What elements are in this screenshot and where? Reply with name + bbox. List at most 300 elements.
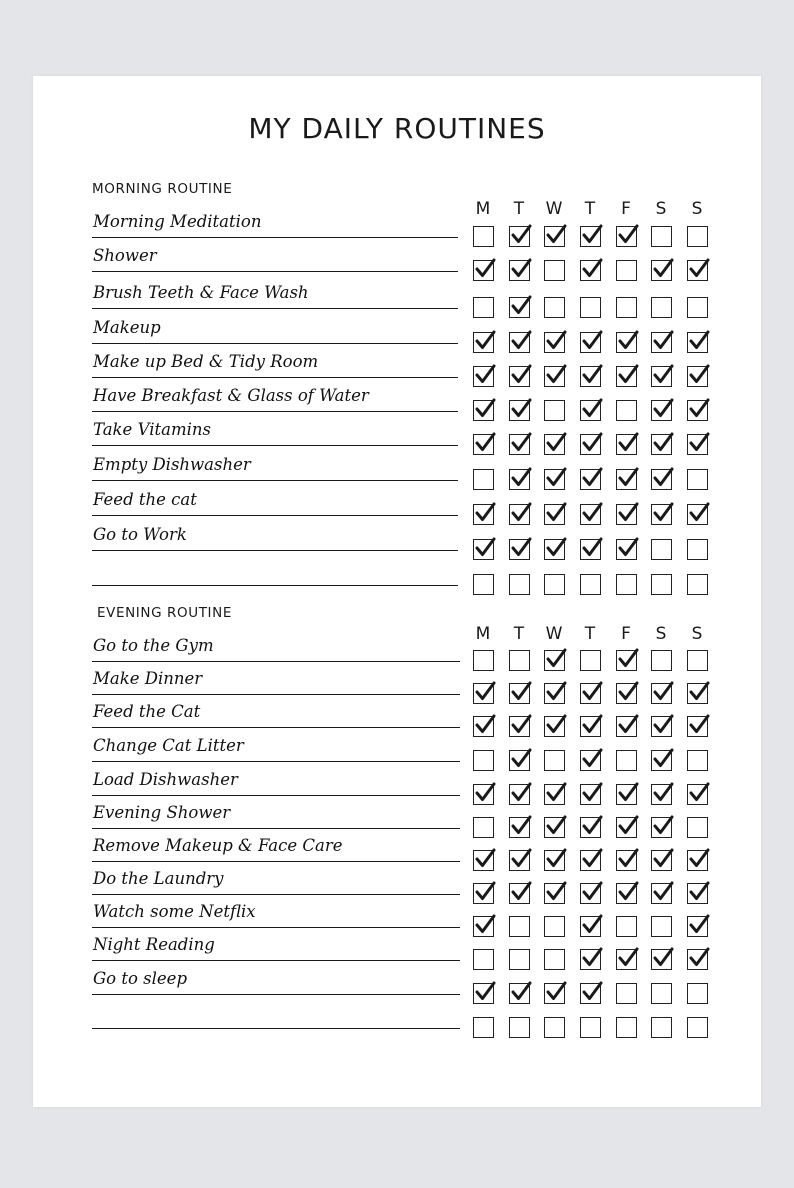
checked-box[interactable] — [651, 817, 672, 838]
checkbox[interactable] — [473, 650, 494, 671]
checkbox[interactable] — [544, 297, 565, 318]
checked-box[interactable] — [509, 504, 530, 525]
checkbox[interactable] — [687, 469, 708, 490]
checked-box[interactable] — [544, 883, 565, 904]
checked-box[interactable] — [651, 434, 672, 455]
check-mark-icon — [510, 295, 532, 317]
evening-routine-label: EVENING ROUTINE — [97, 605, 232, 621]
check-mark-icon — [474, 398, 496, 420]
check-mark-icon — [545, 364, 567, 386]
checked-box[interactable] — [544, 850, 565, 871]
checked-box[interactable] — [544, 983, 565, 1004]
evening-day-header: S — [655, 624, 667, 644]
check-mark-icon — [510, 681, 532, 703]
checked-box[interactable] — [509, 434, 530, 455]
task-underline — [92, 515, 458, 516]
checkbox[interactable] — [687, 226, 708, 247]
evening-day-header: T — [584, 624, 596, 644]
task-label[interactable]: Do the Laundry — [93, 869, 224, 888]
checked-box[interactable] — [616, 949, 637, 970]
task-label[interactable]: Go to Work — [93, 525, 187, 544]
check-mark-icon — [545, 714, 567, 736]
check-mark-icon — [688, 330, 710, 352]
check-mark-icon — [510, 224, 532, 246]
check-mark-icon — [617, 714, 639, 736]
checked-box[interactable] — [651, 716, 672, 737]
task-label[interactable]: Feed the cat — [93, 490, 197, 509]
checkbox[interactable] — [651, 574, 672, 595]
morning-day-header: M — [475, 199, 491, 219]
task-underline — [92, 411, 458, 412]
checked-box[interactable] — [687, 716, 708, 737]
checked-box[interactable] — [544, 366, 565, 387]
check-mark-icon — [474, 981, 496, 1003]
check-mark-icon — [688, 432, 710, 454]
task-underline — [92, 795, 460, 796]
checked-box[interactable] — [580, 260, 601, 281]
checked-box[interactable] — [580, 850, 601, 871]
checked-box[interactable] — [544, 683, 565, 704]
checked-box[interactable] — [580, 400, 601, 421]
morning-day-header: T — [513, 199, 525, 219]
check-mark-icon — [652, 782, 674, 804]
checked-box[interactable] — [687, 949, 708, 970]
checkbox[interactable] — [687, 650, 708, 671]
checked-box[interactable] — [509, 784, 530, 805]
checked-box[interactable] — [687, 366, 708, 387]
checked-box[interactable] — [580, 750, 601, 771]
checked-box[interactable] — [509, 226, 530, 247]
checked-box[interactable] — [651, 850, 672, 871]
check-mark-icon — [688, 681, 710, 703]
checkbox[interactable] — [616, 297, 637, 318]
task-underline — [92, 585, 458, 586]
checkbox[interactable] — [687, 750, 708, 771]
task-underline — [92, 828, 460, 829]
checked-box[interactable] — [473, 683, 494, 704]
checkbox[interactable] — [473, 297, 494, 318]
check-mark-icon — [510, 364, 532, 386]
checkbox[interactable] — [616, 1017, 637, 1038]
checked-box[interactable] — [473, 434, 494, 455]
checkbox[interactable] — [544, 1017, 565, 1038]
task-underline — [92, 237, 458, 238]
checked-box[interactable] — [580, 539, 601, 560]
morning-day-header: T — [584, 199, 596, 219]
checkbox[interactable] — [509, 916, 530, 937]
check-mark-icon — [617, 681, 639, 703]
checked-box[interactable] — [544, 226, 565, 247]
task-label[interactable]: Empty Dishwasher — [93, 455, 251, 474]
check-mark-icon — [510, 502, 532, 524]
checkbox[interactable] — [651, 916, 672, 937]
checkbox[interactable] — [580, 1017, 601, 1038]
checked-box[interactable] — [616, 784, 637, 805]
checkbox[interactable] — [473, 574, 494, 595]
task-underline — [92, 861, 460, 862]
checked-box[interactable] — [616, 434, 637, 455]
check-mark-icon — [581, 681, 603, 703]
checkbox[interactable] — [509, 650, 530, 671]
checked-box[interactable] — [616, 539, 637, 560]
check-mark-icon — [474, 881, 496, 903]
check-mark-icon — [652, 681, 674, 703]
checked-box[interactable] — [616, 817, 637, 838]
check-mark-icon — [474, 914, 496, 936]
checkbox[interactable] — [473, 1017, 494, 1038]
check-mark-icon — [581, 947, 603, 969]
evening-day-header: S — [691, 624, 703, 644]
check-mark-icon — [581, 981, 603, 1003]
task-label[interactable]: Have Breakfast & Glass of Water — [93, 386, 369, 405]
checkbox[interactable] — [509, 574, 530, 595]
check-mark-icon — [581, 815, 603, 837]
checked-box[interactable] — [509, 297, 530, 318]
checked-box[interactable] — [580, 916, 601, 937]
task-underline — [92, 550, 458, 551]
checked-box[interactable] — [651, 750, 672, 771]
checked-box[interactable] — [616, 366, 637, 387]
check-mark-icon — [652, 815, 674, 837]
checkbox[interactable] — [651, 539, 672, 560]
checkbox[interactable] — [544, 750, 565, 771]
task-underline — [92, 377, 458, 378]
checked-box[interactable] — [580, 366, 601, 387]
checked-box[interactable] — [473, 883, 494, 904]
checkbox[interactable] — [651, 650, 672, 671]
morning-day-header: W — [545, 199, 563, 219]
task-label[interactable]: Shower — [93, 246, 157, 265]
checked-box[interactable] — [544, 716, 565, 737]
morning-day-header: S — [691, 199, 703, 219]
checked-box[interactable] — [473, 400, 494, 421]
checkbox[interactable] — [687, 817, 708, 838]
checked-box[interactable] — [687, 400, 708, 421]
evening-day-header: T — [513, 624, 525, 644]
checkbox[interactable] — [687, 297, 708, 318]
checked-box[interactable] — [544, 817, 565, 838]
morning-day-header: F — [621, 199, 631, 219]
check-mark-icon — [510, 748, 532, 770]
checked-box[interactable] — [509, 539, 530, 560]
checked-box[interactable] — [687, 504, 708, 525]
check-mark-icon — [652, 364, 674, 386]
check-mark-icon — [581, 914, 603, 936]
checkbox[interactable] — [509, 1017, 530, 1038]
task-label[interactable]: Take Vitamins — [93, 420, 211, 439]
checked-box[interactable] — [687, 434, 708, 455]
checked-box[interactable] — [473, 260, 494, 281]
check-mark-icon — [652, 881, 674, 903]
check-mark-icon — [545, 881, 567, 903]
check-mark-icon — [474, 537, 496, 559]
checked-box[interactable] — [580, 226, 601, 247]
checkbox[interactable] — [544, 574, 565, 595]
task-underline — [92, 694, 460, 695]
task-label[interactable]: Remove Makeup & Face Care — [93, 836, 343, 855]
checkbox[interactable] — [616, 574, 637, 595]
check-mark-icon — [617, 947, 639, 969]
checked-box[interactable] — [473, 366, 494, 387]
check-mark-icon — [545, 681, 567, 703]
check-mark-icon — [688, 947, 710, 969]
check-mark-icon — [688, 364, 710, 386]
checked-box[interactable] — [473, 784, 494, 805]
check-mark-icon — [581, 224, 603, 246]
checked-box[interactable] — [616, 883, 637, 904]
checked-box[interactable] — [509, 400, 530, 421]
check-mark-icon — [688, 782, 710, 804]
checked-box[interactable] — [580, 949, 601, 970]
checkbox[interactable] — [616, 400, 637, 421]
checked-box[interactable] — [651, 504, 672, 525]
page-title: MY DAILY ROUTINES — [248, 112, 546, 145]
checked-box[interactable] — [509, 366, 530, 387]
check-mark-icon — [617, 782, 639, 804]
check-mark-icon — [545, 848, 567, 870]
task-underline — [92, 661, 460, 662]
evening-day-header: M — [475, 624, 491, 644]
evening-day-header: F — [621, 624, 631, 644]
check-mark-icon — [652, 258, 674, 280]
check-mark-icon — [510, 782, 532, 804]
checked-box[interactable] — [580, 784, 601, 805]
check-mark-icon — [688, 398, 710, 420]
check-mark-icon — [688, 258, 710, 280]
task-underline — [92, 960, 460, 961]
checked-box[interactable] — [580, 716, 601, 737]
checkbox[interactable] — [687, 539, 708, 560]
checked-box[interactable] — [544, 504, 565, 525]
check-mark-icon — [510, 981, 532, 1003]
checkbox[interactable] — [651, 1017, 672, 1038]
checked-box[interactable] — [616, 332, 637, 353]
checkbox[interactable] — [544, 260, 565, 281]
check-mark-icon — [510, 881, 532, 903]
checked-box[interactable] — [651, 260, 672, 281]
checked-box[interactable] — [687, 784, 708, 805]
check-mark-icon — [510, 848, 532, 870]
check-mark-icon — [474, 432, 496, 454]
task-label[interactable]: Go to the Gym — [93, 636, 214, 655]
checkbox[interactable] — [544, 400, 565, 421]
check-mark-icon — [617, 815, 639, 837]
checkbox[interactable] — [616, 983, 637, 1004]
checked-box[interactable] — [509, 817, 530, 838]
checked-box[interactable] — [616, 226, 637, 247]
checkbox[interactable] — [473, 750, 494, 771]
checked-box[interactable] — [580, 332, 601, 353]
check-mark-icon — [617, 467, 639, 489]
checkbox[interactable] — [509, 949, 530, 970]
checkbox[interactable] — [473, 469, 494, 490]
task-underline — [92, 271, 458, 272]
checked-box[interactable] — [473, 504, 494, 525]
check-mark-icon — [545, 782, 567, 804]
check-mark-icon — [617, 881, 639, 903]
check-mark-icon — [581, 467, 603, 489]
morning-routine-label: MORNING ROUTINE — [92, 181, 233, 197]
checked-box[interactable] — [616, 850, 637, 871]
checked-box[interactable] — [580, 504, 601, 525]
task-label[interactable]: Night Reading — [93, 935, 215, 954]
checked-box[interactable] — [544, 469, 565, 490]
checked-box[interactable] — [651, 400, 672, 421]
checked-box[interactable] — [687, 916, 708, 937]
check-mark-icon — [581, 881, 603, 903]
check-mark-icon — [474, 502, 496, 524]
checked-box[interactable] — [580, 817, 601, 838]
checked-box[interactable] — [616, 469, 637, 490]
checkbox[interactable] — [616, 916, 637, 937]
checkbox[interactable] — [580, 650, 601, 671]
task-underline — [92, 480, 458, 481]
check-mark-icon — [510, 258, 532, 280]
check-mark-icon — [617, 224, 639, 246]
checked-box[interactable] — [651, 784, 672, 805]
check-mark-icon — [474, 714, 496, 736]
check-mark-icon — [545, 467, 567, 489]
checked-box[interactable] — [580, 883, 601, 904]
check-mark-icon — [510, 815, 532, 837]
checked-box[interactable] — [473, 983, 494, 1004]
checked-box[interactable] — [580, 983, 601, 1004]
checkbox[interactable] — [544, 949, 565, 970]
checked-box[interactable] — [616, 650, 637, 671]
task-label[interactable]: Load Dishwasher — [93, 770, 238, 789]
checked-box[interactable] — [616, 683, 637, 704]
check-mark-icon — [510, 398, 532, 420]
checkbox[interactable] — [687, 1017, 708, 1038]
check-mark-icon — [474, 782, 496, 804]
checked-box[interactable] — [509, 716, 530, 737]
checkbox[interactable] — [616, 260, 637, 281]
check-mark-icon — [545, 537, 567, 559]
checked-box[interactable] — [651, 469, 672, 490]
check-mark-icon — [581, 258, 603, 280]
check-mark-icon — [617, 502, 639, 524]
checked-box[interactable] — [473, 716, 494, 737]
checked-box[interactable] — [509, 332, 530, 353]
checked-box[interactable] — [473, 539, 494, 560]
check-mark-icon — [617, 432, 639, 454]
checked-box[interactable] — [580, 683, 601, 704]
check-mark-icon — [652, 502, 674, 524]
checked-box[interactable] — [687, 332, 708, 353]
checkbox[interactable] — [473, 817, 494, 838]
checked-box[interactable] — [544, 539, 565, 560]
check-mark-icon — [474, 681, 496, 703]
checkbox[interactable] — [473, 226, 494, 247]
check-mark-icon — [581, 848, 603, 870]
task-underline — [92, 445, 458, 446]
checked-box[interactable] — [509, 883, 530, 904]
check-mark-icon — [510, 467, 532, 489]
checkbox[interactable] — [687, 574, 708, 595]
checked-box[interactable] — [580, 469, 601, 490]
check-mark-icon — [545, 502, 567, 524]
checkbox[interactable] — [651, 983, 672, 1004]
checkbox[interactable] — [473, 949, 494, 970]
check-mark-icon — [581, 330, 603, 352]
checked-box[interactable] — [580, 434, 601, 455]
check-mark-icon — [545, 815, 567, 837]
checked-box[interactable] — [616, 504, 637, 525]
check-mark-icon — [581, 714, 603, 736]
check-mark-icon — [474, 258, 496, 280]
checked-box[interactable] — [473, 850, 494, 871]
checked-box[interactable] — [651, 332, 672, 353]
checked-box[interactable] — [473, 916, 494, 937]
check-mark-icon — [510, 330, 532, 352]
task-label[interactable]: Brush Teeth & Face Wash — [93, 283, 309, 302]
checked-box[interactable] — [687, 683, 708, 704]
checked-box[interactable] — [509, 850, 530, 871]
check-mark-icon — [545, 648, 567, 670]
check-mark-icon — [688, 881, 710, 903]
checked-box[interactable] — [544, 784, 565, 805]
checkbox[interactable] — [580, 297, 601, 318]
checked-box[interactable] — [616, 716, 637, 737]
check-mark-icon — [617, 537, 639, 559]
task-label[interactable]: Feed the Cat — [93, 702, 201, 721]
checked-box[interactable] — [544, 434, 565, 455]
check-mark-icon — [545, 981, 567, 1003]
checked-box[interactable] — [687, 850, 708, 871]
checkbox[interactable] — [687, 983, 708, 1004]
task-underline — [92, 727, 460, 728]
checked-box[interactable] — [509, 260, 530, 281]
checkbox[interactable] — [580, 574, 601, 595]
checkbox[interactable] — [651, 297, 672, 318]
checkbox[interactable] — [651, 226, 672, 247]
checked-box[interactable] — [473, 332, 494, 353]
task-label[interactable]: Makeup — [93, 318, 161, 337]
checked-box[interactable] — [509, 983, 530, 1004]
task-label[interactable]: Change Cat Litter — [93, 736, 244, 755]
morning-day-header: S — [655, 199, 667, 219]
checked-box[interactable] — [509, 750, 530, 771]
check-mark-icon — [545, 330, 567, 352]
task-label[interactable]: Go to sleep — [93, 969, 188, 988]
task-label[interactable]: Make up Bed & Tidy Room — [93, 352, 319, 371]
evening-day-header: W — [545, 624, 563, 644]
checked-box[interactable] — [544, 650, 565, 671]
task-label[interactable]: Morning Meditation — [93, 212, 262, 231]
check-mark-icon — [581, 432, 603, 454]
check-mark-icon — [474, 330, 496, 352]
checkbox[interactable] — [616, 750, 637, 771]
checked-box[interactable] — [651, 366, 672, 387]
check-mark-icon — [581, 537, 603, 559]
check-mark-icon — [510, 432, 532, 454]
check-mark-icon — [688, 914, 710, 936]
checked-box[interactable] — [509, 469, 530, 490]
task-label[interactable]: Make Dinner — [93, 669, 203, 688]
check-mark-icon — [545, 224, 567, 246]
checked-box[interactable] — [687, 260, 708, 281]
checked-box[interactable] — [651, 883, 672, 904]
checked-box[interactable] — [544, 332, 565, 353]
checked-box[interactable] — [651, 683, 672, 704]
task-label[interactable]: Watch some Netflix — [93, 902, 256, 921]
checked-box[interactable] — [687, 883, 708, 904]
checked-box[interactable] — [651, 949, 672, 970]
checked-box[interactable] — [509, 683, 530, 704]
checkbox[interactable] — [544, 916, 565, 937]
task-label[interactable]: Evening Shower — [93, 803, 231, 822]
check-mark-icon — [652, 432, 674, 454]
